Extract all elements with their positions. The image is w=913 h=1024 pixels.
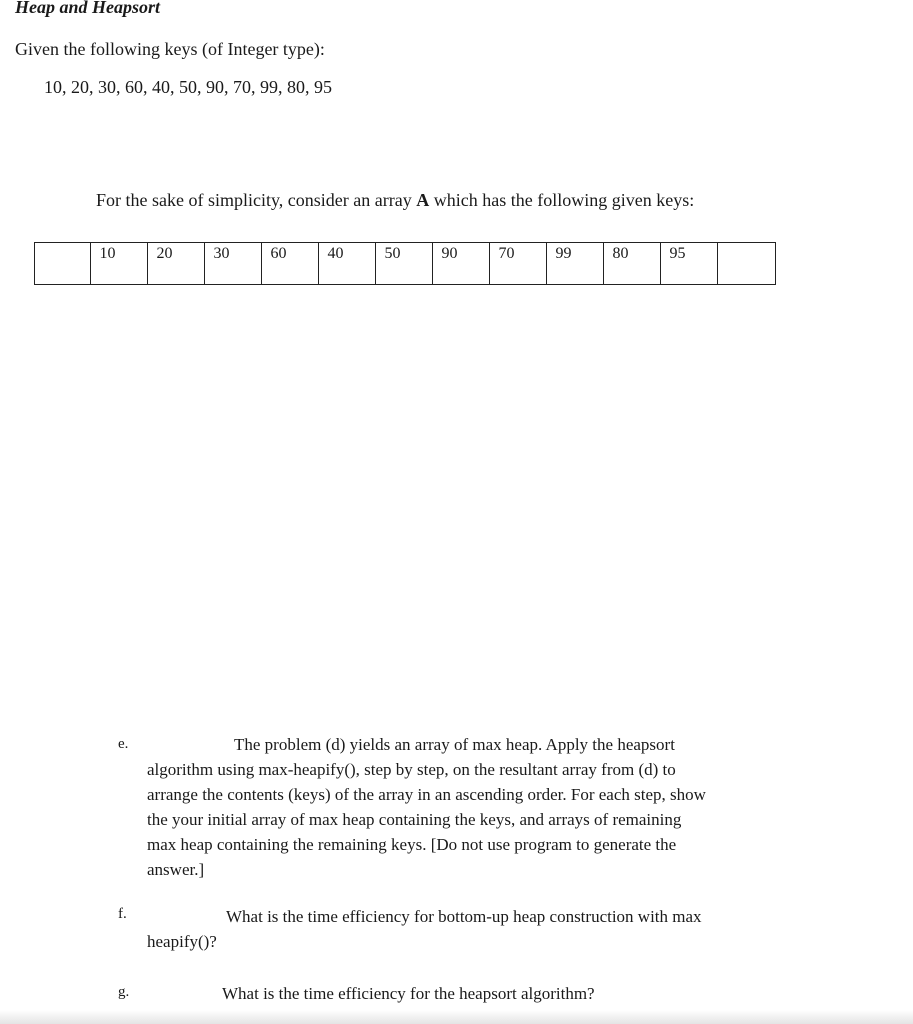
question-e-line: arrange the contents (keys) of the array in an ascending order. For each step, show (147, 785, 706, 804)
array-cell: 10 (91, 242, 148, 285)
array-a (34, 242, 776, 285)
array-cell: 99 (547, 242, 604, 285)
page-bottom-shadow (0, 1010, 913, 1024)
question-f-label: f. (118, 906, 127, 922)
question-g-line: What is the time efficiency for the heapsort algorithm? (222, 984, 595, 1003)
array-description-before: For the sake of simplicity, consider an array (96, 190, 417, 210)
array-cell: 90 (433, 242, 490, 285)
array-cell: 30 (205, 242, 262, 285)
array-cell: 70 (490, 242, 547, 285)
array-cell: 40 (319, 242, 376, 285)
array-cell (35, 242, 91, 285)
array-description-after: which has the following given keys: (429, 190, 695, 210)
intro-text: Given the following keys (of Integer type): (15, 39, 325, 59)
question-e-line: the your initial array of max heap containing the keys, and arrays of remaining (147, 810, 682, 829)
page-title: Heap and Heapsort (15, 0, 161, 17)
question-f-line: What is the time efficiency for bottom-up heap construction with max (226, 907, 702, 926)
question-e-line: max heap containing the remaining keys. [Do not use program to generate the (147, 835, 677, 854)
array-cell: 50 (376, 242, 433, 285)
array-cell: 95 (661, 242, 718, 285)
question-e-label: e. (118, 736, 129, 752)
keys-list: 10, 20, 30, 60, 40, 50, 90, 70, 99, 80, 95 (44, 77, 332, 97)
array-description (96, 190, 694, 211)
array-cell (718, 242, 776, 285)
question-e-line: The problem (d) yields an array of max heap. Apply the heapsort (234, 735, 675, 754)
question-e-line: answer.] (147, 860, 205, 879)
question-e-line: algorithm using max-heapify(), step by step, on the resultant array from (d) to (147, 760, 676, 779)
question-g-label: g. (118, 984, 130, 1000)
array-cell: 80 (604, 242, 661, 285)
question-e-text (147, 732, 787, 882)
array-cell: 20 (148, 242, 205, 285)
array-cell: 60 (262, 242, 319, 285)
array-name: A (416, 190, 430, 210)
question-f-line: heapify()? (147, 932, 217, 951)
